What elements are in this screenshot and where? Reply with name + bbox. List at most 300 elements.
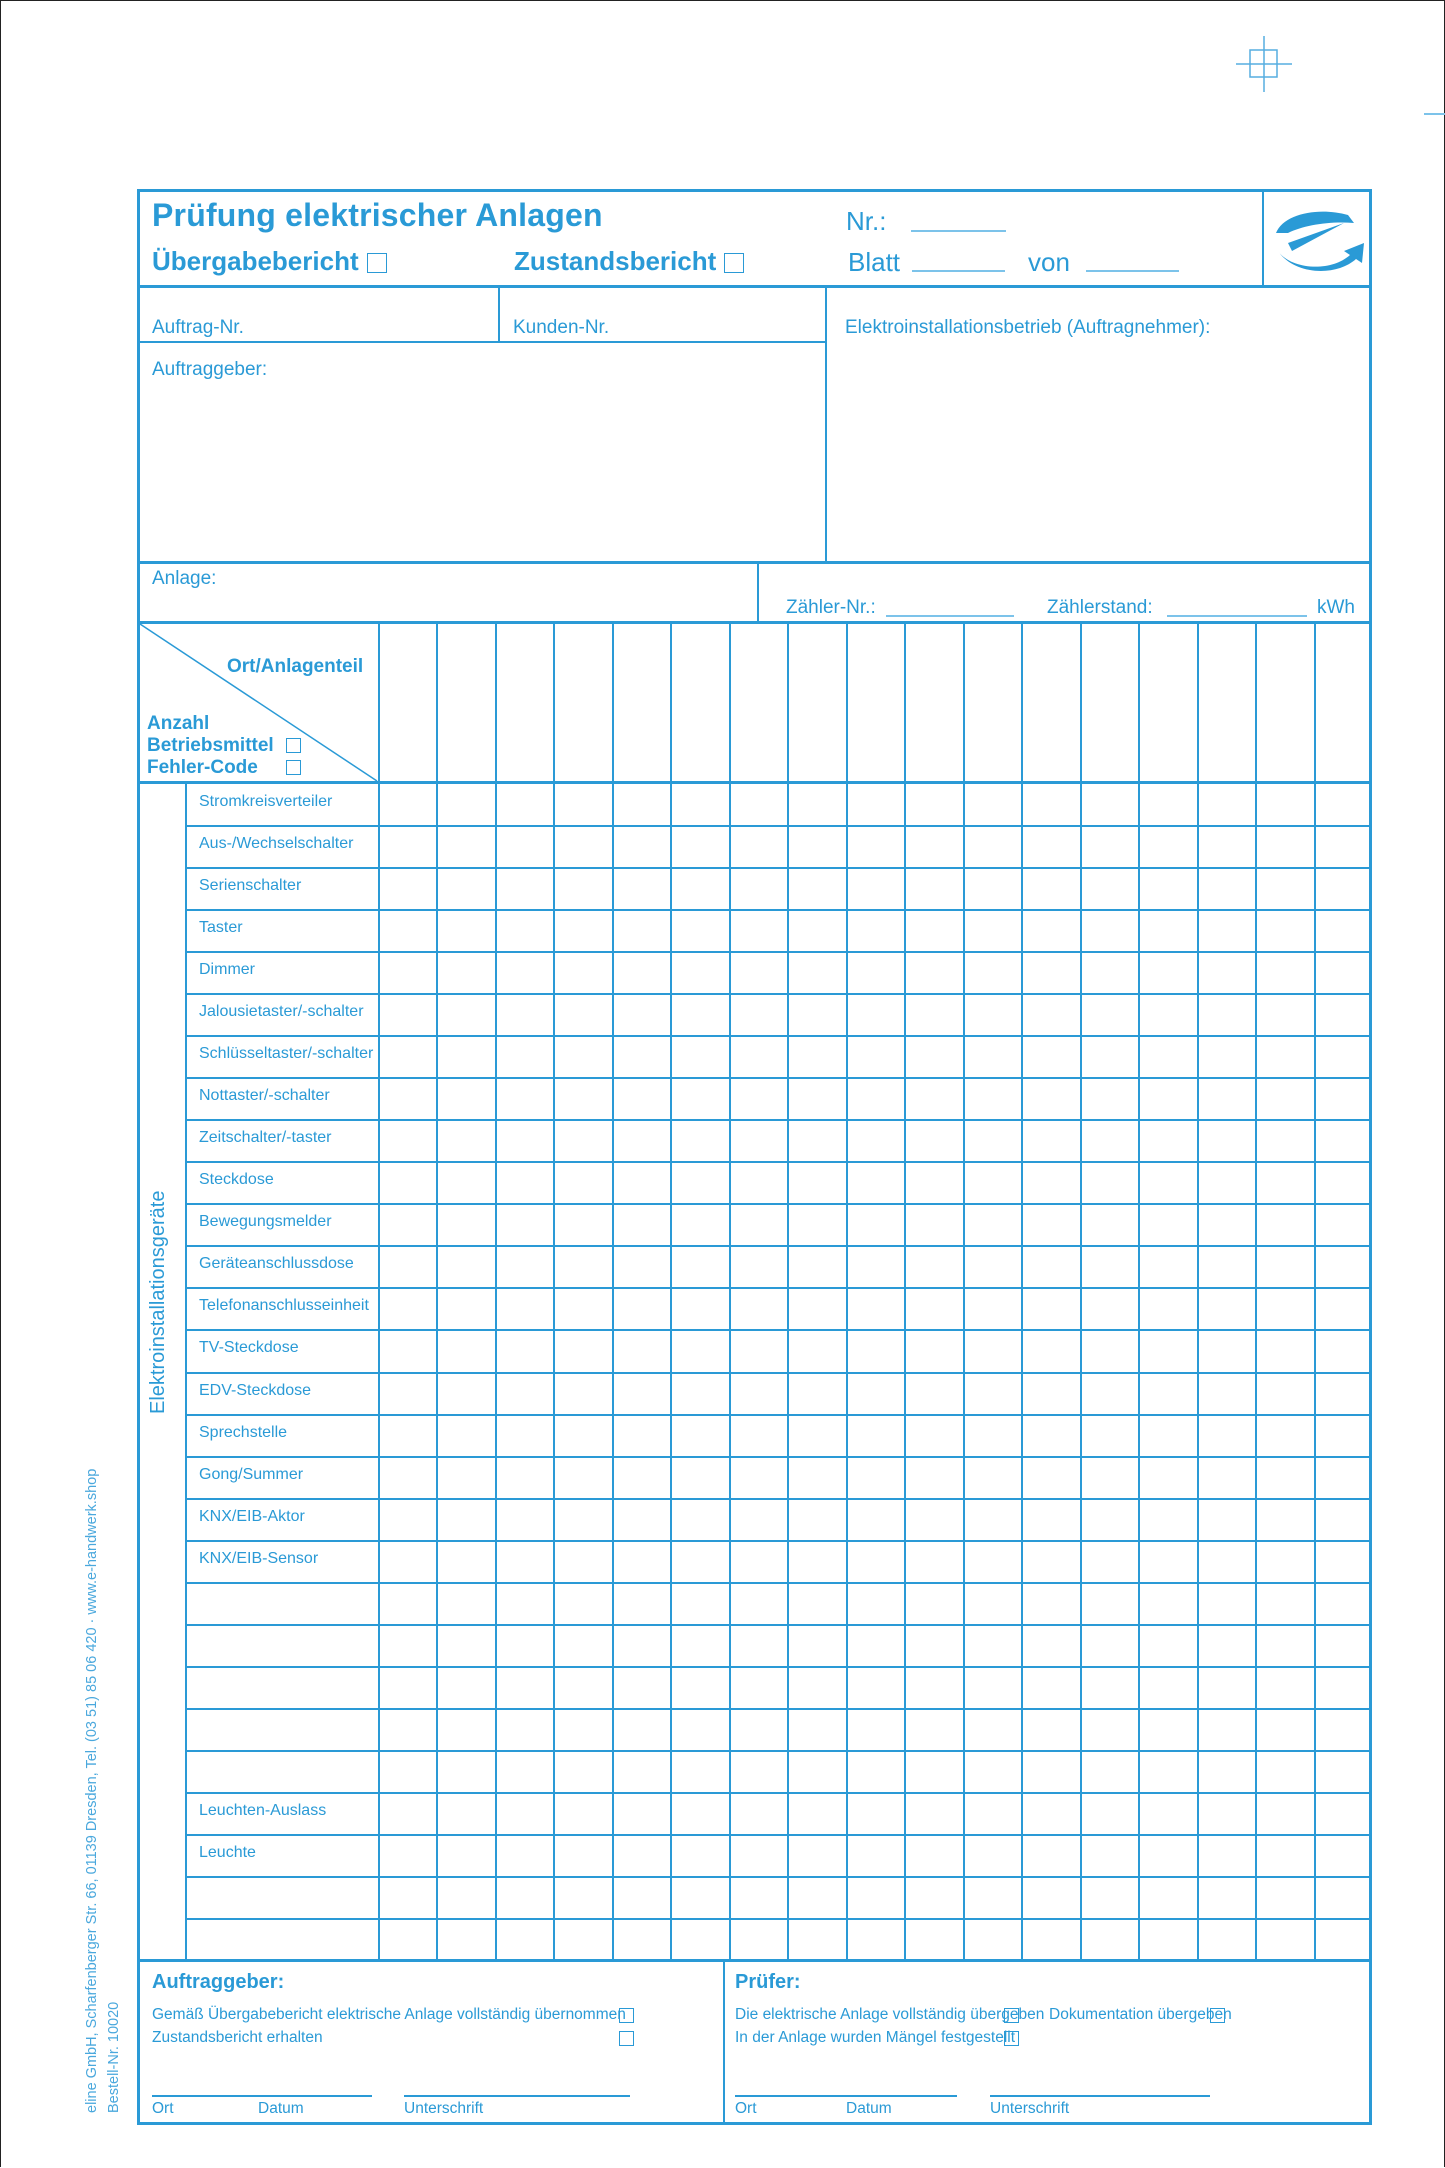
table-cell[interactable]	[1257, 995, 1311, 1033]
table-cell[interactable]	[731, 1794, 785, 1832]
table-cell[interactable]	[1257, 1836, 1311, 1874]
table-cell[interactable]	[906, 1668, 960, 1706]
table-cell[interactable]	[497, 1626, 551, 1664]
table-cell[interactable]	[614, 995, 668, 1033]
table-cell[interactable]	[438, 1416, 492, 1454]
table-cell[interactable]	[497, 1163, 551, 1201]
table-cell[interactable]	[555, 953, 609, 991]
table-cell[interactable]	[1140, 1542, 1194, 1580]
table-cell[interactable]	[1257, 1121, 1311, 1159]
table-cell[interactable]	[731, 1836, 785, 1874]
table-cell[interactable]	[555, 1836, 609, 1874]
table-cell[interactable]	[672, 1121, 726, 1159]
table-cell[interactable]	[1140, 1878, 1194, 1916]
table-cell[interactable]	[438, 995, 492, 1033]
table-cell[interactable]	[614, 1668, 668, 1706]
table-cell[interactable]	[906, 1458, 960, 1496]
table-cell[interactable]	[438, 1500, 492, 1538]
table-cell[interactable]	[906, 1752, 960, 1790]
table-cell[interactable]	[497, 1079, 551, 1117]
table-cell[interactable]	[380, 869, 434, 907]
column-header-cell[interactable]	[1082, 624, 1136, 779]
table-cell[interactable]	[614, 1752, 668, 1790]
table-cell[interactable]	[555, 1416, 609, 1454]
table-cell[interactable]	[731, 1584, 785, 1622]
table-cell[interactable]	[789, 785, 843, 823]
table-cell[interactable]	[1023, 1374, 1077, 1412]
table-cell[interactable]	[965, 1752, 1019, 1790]
table-cell[interactable]	[438, 827, 492, 865]
table-cell[interactable]	[672, 1542, 726, 1580]
table-cell[interactable]	[380, 995, 434, 1033]
table-cell[interactable]	[906, 1079, 960, 1117]
table-cell[interactable]	[672, 1205, 726, 1243]
table-cell[interactable]	[1082, 785, 1136, 823]
table-cell[interactable]	[614, 953, 668, 991]
table-cell[interactable]	[731, 1205, 785, 1243]
table-cell[interactable]	[906, 1710, 960, 1748]
column-header-cell[interactable]	[731, 624, 785, 779]
table-cell[interactable]	[906, 827, 960, 865]
table-cell[interactable]	[965, 1878, 1019, 1916]
inspector-ort-datum-line[interactable]	[735, 2095, 957, 2097]
table-cell[interactable]	[731, 1289, 785, 1327]
table-cell[interactable]	[1140, 1163, 1194, 1201]
table-cell[interactable]	[906, 1247, 960, 1285]
client-signature-line[interactable]	[404, 2095, 630, 2097]
table-cell[interactable]	[848, 1416, 902, 1454]
table-cell[interactable]	[672, 1668, 726, 1706]
table-cell[interactable]	[614, 1584, 668, 1622]
table-cell[interactable]	[438, 1037, 492, 1075]
table-cell[interactable]	[1199, 1542, 1253, 1580]
table-cell[interactable]	[731, 1500, 785, 1538]
table-cell[interactable]	[731, 1710, 785, 1748]
table-cell[interactable]	[1082, 1878, 1136, 1916]
table-cell[interactable]	[614, 1500, 668, 1538]
table-cell[interactable]	[1257, 1584, 1311, 1622]
table-cell[interactable]	[906, 1836, 960, 1874]
inspector-maengel-checkbox[interactable]	[1004, 2031, 1019, 2046]
table-cell[interactable]	[789, 1458, 843, 1496]
table-cell[interactable]	[555, 1500, 609, 1538]
column-header-cell[interactable]	[614, 624, 668, 779]
table-cell[interactable]	[965, 1121, 1019, 1159]
table-cell[interactable]	[380, 1037, 434, 1075]
table-cell[interactable]	[1140, 1037, 1194, 1075]
table-cell[interactable]	[1082, 1416, 1136, 1454]
table-cell[interactable]	[906, 1121, 960, 1159]
table-cell[interactable]	[1257, 1163, 1311, 1201]
table-cell[interactable]	[497, 1584, 551, 1622]
table-cell[interactable]	[497, 1374, 551, 1412]
table-cell[interactable]	[1023, 1205, 1077, 1243]
table-cell[interactable]	[497, 1289, 551, 1327]
table-cell[interactable]	[731, 869, 785, 907]
table-cell[interactable]	[1199, 1121, 1253, 1159]
table-cell[interactable]	[1082, 1037, 1136, 1075]
table-cell[interactable]	[1199, 1374, 1253, 1412]
table-cell[interactable]	[789, 953, 843, 991]
table-cell[interactable]	[555, 1668, 609, 1706]
table-cell[interactable]	[1257, 1878, 1311, 1916]
table-cell[interactable]	[1316, 1289, 1370, 1327]
table-cell[interactable]	[1082, 1500, 1136, 1538]
table-cell[interactable]	[1023, 827, 1077, 865]
table-cell[interactable]	[555, 1374, 609, 1412]
table-cell[interactable]	[965, 1626, 1019, 1664]
table-cell[interactable]	[1199, 827, 1253, 865]
table-cell[interactable]	[614, 1205, 668, 1243]
table-cell[interactable]	[731, 1668, 785, 1706]
table-cell[interactable]	[1140, 1836, 1194, 1874]
table-cell[interactable]	[1316, 1710, 1370, 1748]
table-cell[interactable]	[1082, 1289, 1136, 1327]
table-cell[interactable]	[672, 1458, 726, 1496]
table-cell[interactable]	[1082, 1542, 1136, 1580]
table-cell[interactable]	[1023, 1626, 1077, 1664]
table-cell[interactable]	[380, 1794, 434, 1832]
table-cell[interactable]	[380, 1416, 434, 1454]
table-cell[interactable]	[1316, 1794, 1370, 1832]
table-cell[interactable]	[965, 1374, 1019, 1412]
table-cell[interactable]	[438, 1247, 492, 1285]
table-cell[interactable]	[1316, 1205, 1370, 1243]
table-cell[interactable]	[731, 827, 785, 865]
table-cell[interactable]	[1140, 1626, 1194, 1664]
table-cell[interactable]	[848, 827, 902, 865]
table-cell[interactable]	[1140, 1247, 1194, 1285]
table-cell[interactable]	[1023, 1710, 1077, 1748]
table-cell[interactable]	[965, 953, 1019, 991]
table-cell[interactable]	[1140, 1794, 1194, 1832]
table-cell[interactable]	[672, 1247, 726, 1285]
table-cell[interactable]	[614, 1374, 668, 1412]
table-cell[interactable]	[1316, 1920, 1370, 1958]
table-cell[interactable]	[789, 1836, 843, 1874]
table-cell[interactable]	[438, 1668, 492, 1706]
table-cell[interactable]	[438, 1794, 492, 1832]
table-cell[interactable]	[1140, 1416, 1194, 1454]
table-cell[interactable]	[1082, 995, 1136, 1033]
table-cell[interactable]	[789, 1878, 843, 1916]
table-cell[interactable]	[614, 1163, 668, 1201]
table-cell[interactable]	[1140, 1205, 1194, 1243]
table-cell[interactable]	[1316, 953, 1370, 991]
table-cell[interactable]	[672, 1752, 726, 1790]
table-cell[interactable]	[848, 785, 902, 823]
table-cell[interactable]	[1316, 1121, 1370, 1159]
table-cell[interactable]	[1316, 1163, 1370, 1201]
table-cell[interactable]	[1316, 827, 1370, 865]
table-cell[interactable]	[438, 1331, 492, 1369]
table-cell[interactable]	[380, 1289, 434, 1327]
table-cell[interactable]	[731, 995, 785, 1033]
table-cell[interactable]	[1023, 1331, 1077, 1369]
column-header-cell[interactable]	[555, 624, 609, 779]
table-cell[interactable]	[848, 1668, 902, 1706]
table-cell[interactable]	[380, 1205, 434, 1243]
table-cell[interactable]	[1257, 869, 1311, 907]
column-header-cell[interactable]	[1199, 624, 1253, 779]
table-cell[interactable]	[1140, 953, 1194, 991]
table-cell[interactable]	[672, 1836, 726, 1874]
table-cell[interactable]	[1199, 1416, 1253, 1454]
table-cell[interactable]	[672, 1500, 726, 1538]
table-cell[interactable]	[497, 1920, 551, 1958]
table-cell[interactable]	[965, 1668, 1019, 1706]
table-cell[interactable]	[906, 995, 960, 1033]
table-cell[interactable]	[731, 1878, 785, 1916]
table-cell[interactable]	[789, 995, 843, 1033]
table-cell[interactable]	[906, 911, 960, 949]
table-cell[interactable]	[614, 1037, 668, 1075]
table-cell[interactable]	[497, 953, 551, 991]
table-cell[interactable]	[1316, 1458, 1370, 1496]
table-cell[interactable]	[965, 911, 1019, 949]
table-cell[interactable]	[1199, 1920, 1253, 1958]
table-cell[interactable]	[672, 1374, 726, 1412]
table-cell[interactable]	[497, 827, 551, 865]
table-cell[interactable]	[965, 785, 1019, 823]
table-cell[interactable]	[672, 1331, 726, 1369]
table-cell[interactable]	[497, 1247, 551, 1285]
table-cell[interactable]	[1023, 1836, 1077, 1874]
table-cell[interactable]	[1140, 1121, 1194, 1159]
table-cell[interactable]	[380, 785, 434, 823]
table-cell[interactable]	[1082, 827, 1136, 865]
table-cell[interactable]	[1082, 1584, 1136, 1622]
table-cell[interactable]	[731, 1163, 785, 1201]
table-cell[interactable]	[731, 1626, 785, 1664]
table-cell[interactable]	[380, 1542, 434, 1580]
table-cell[interactable]	[672, 1584, 726, 1622]
table-cell[interactable]	[1199, 1500, 1253, 1538]
table-cell[interactable]	[1023, 1163, 1077, 1201]
table-cell[interactable]	[731, 1458, 785, 1496]
table-cell[interactable]	[497, 995, 551, 1033]
table-cell[interactable]	[848, 1836, 902, 1874]
table-cell[interactable]	[1140, 1289, 1194, 1327]
table-cell[interactable]	[438, 1626, 492, 1664]
table-cell[interactable]	[497, 1710, 551, 1748]
table-cell[interactable]	[614, 827, 668, 865]
table-cell[interactable]	[380, 1121, 434, 1159]
table-cell[interactable]	[672, 785, 726, 823]
table-cell[interactable]	[1199, 1458, 1253, 1496]
table-cell[interactable]	[906, 1542, 960, 1580]
table-cell[interactable]	[848, 1626, 902, 1664]
table-cell[interactable]	[438, 1836, 492, 1874]
table-cell[interactable]	[789, 1710, 843, 1748]
table-cell[interactable]	[1199, 869, 1253, 907]
table-cell[interactable]	[1199, 1794, 1253, 1832]
table-cell[interactable]	[1023, 1878, 1077, 1916]
table-cell[interactable]	[789, 1920, 843, 1958]
table-cell[interactable]	[380, 1079, 434, 1117]
table-cell[interactable]	[497, 1331, 551, 1369]
table-cell[interactable]	[380, 1374, 434, 1412]
table-cell[interactable]	[965, 1416, 1019, 1454]
table-cell[interactable]	[1316, 995, 1370, 1033]
table-cell[interactable]	[848, 1584, 902, 1622]
table-cell[interactable]	[789, 827, 843, 865]
table-cell[interactable]	[497, 1836, 551, 1874]
table-cell[interactable]	[497, 1542, 551, 1580]
table-cell[interactable]	[1257, 785, 1311, 823]
table-cell[interactable]	[438, 1710, 492, 1748]
table-cell[interactable]	[1199, 1878, 1253, 1916]
table-cell[interactable]	[1199, 995, 1253, 1033]
table-cell[interactable]	[789, 1626, 843, 1664]
table-cell[interactable]	[1023, 995, 1077, 1033]
table-cell[interactable]	[555, 1121, 609, 1159]
table-cell[interactable]	[848, 1500, 902, 1538]
table-cell[interactable]	[438, 1752, 492, 1790]
table-cell[interactable]	[906, 1794, 960, 1832]
table-cell[interactable]	[789, 1668, 843, 1706]
table-cell[interactable]	[1199, 1289, 1253, 1327]
table-cell[interactable]	[1316, 1878, 1370, 1916]
table-cell[interactable]	[1316, 1626, 1370, 1664]
table-cell[interactable]	[1257, 1794, 1311, 1832]
table-cell[interactable]	[380, 1500, 434, 1538]
table-cell[interactable]	[1082, 1121, 1136, 1159]
column-header-cell[interactable]	[1140, 624, 1194, 779]
column-header-cell[interactable]	[497, 624, 551, 779]
table-cell[interactable]	[906, 1878, 960, 1916]
table-cell[interactable]	[1316, 1037, 1370, 1075]
table-cell[interactable]	[848, 1037, 902, 1075]
table-cell[interactable]	[1199, 1163, 1253, 1201]
table-cell[interactable]	[1199, 1037, 1253, 1075]
table-cell[interactable]	[1257, 1374, 1311, 1412]
table-cell[interactable]	[380, 1163, 434, 1201]
table-cell[interactable]	[497, 1121, 551, 1159]
table-cell[interactable]	[438, 1584, 492, 1622]
column-header-cell[interactable]	[380, 624, 434, 779]
table-cell[interactable]	[672, 1416, 726, 1454]
table-cell[interactable]	[965, 1584, 1019, 1622]
table-cell[interactable]	[614, 1794, 668, 1832]
table-cell[interactable]	[848, 1458, 902, 1496]
table-cell[interactable]	[906, 1920, 960, 1958]
table-cell[interactable]	[1257, 1710, 1311, 1748]
table-cell[interactable]	[555, 1584, 609, 1622]
table-cell[interactable]	[1140, 1500, 1194, 1538]
table-cell[interactable]	[848, 1374, 902, 1412]
table-cell[interactable]	[1316, 785, 1370, 823]
table-cell[interactable]	[1257, 1542, 1311, 1580]
table-cell[interactable]	[1082, 869, 1136, 907]
table-cell[interactable]	[1257, 1247, 1311, 1285]
table-cell[interactable]	[497, 1668, 551, 1706]
table-cell[interactable]	[1140, 1584, 1194, 1622]
table-cell[interactable]	[789, 1247, 843, 1285]
table-cell[interactable]	[1316, 1374, 1370, 1412]
table-cell[interactable]	[1140, 1079, 1194, 1117]
table-cell[interactable]	[555, 1289, 609, 1327]
table-cell[interactable]	[497, 1205, 551, 1243]
table-cell[interactable]	[789, 1037, 843, 1075]
table-cell[interactable]	[789, 1794, 843, 1832]
table-cell[interactable]	[789, 1205, 843, 1243]
client-ort-datum-line[interactable]	[152, 2095, 372, 2097]
table-cell[interactable]	[614, 785, 668, 823]
table-cell[interactable]	[438, 1205, 492, 1243]
table-cell[interactable]	[789, 911, 843, 949]
table-cell[interactable]	[555, 1458, 609, 1496]
table-cell[interactable]	[1140, 911, 1194, 949]
table-cell[interactable]	[848, 1121, 902, 1159]
table-cell[interactable]	[1199, 1331, 1253, 1369]
table-cell[interactable]	[1257, 1920, 1311, 1958]
table-cell[interactable]	[438, 1458, 492, 1496]
table-cell[interactable]	[1082, 911, 1136, 949]
table-cell[interactable]	[438, 953, 492, 991]
table-cell[interactable]	[1082, 1626, 1136, 1664]
table-cell[interactable]	[1257, 1668, 1311, 1706]
table-cell[interactable]	[1257, 953, 1311, 991]
table-cell[interactable]	[614, 1626, 668, 1664]
table-cell[interactable]	[497, 869, 551, 907]
table-cell[interactable]	[1257, 1289, 1311, 1327]
table-cell[interactable]	[1140, 1458, 1194, 1496]
table-cell[interactable]	[848, 953, 902, 991]
table-cell[interactable]	[614, 1416, 668, 1454]
table-cell[interactable]	[789, 1416, 843, 1454]
table-cell[interactable]	[1316, 1752, 1370, 1790]
table-cell[interactable]	[965, 1247, 1019, 1285]
table-cell[interactable]	[497, 785, 551, 823]
table-cell[interactable]	[789, 1289, 843, 1327]
table-cell[interactable]	[731, 1416, 785, 1454]
table-cell[interactable]	[614, 911, 668, 949]
table-cell[interactable]	[1023, 1668, 1077, 1706]
table-cell[interactable]	[1023, 1458, 1077, 1496]
table-cell[interactable]	[906, 869, 960, 907]
table-cell[interactable]	[1023, 1794, 1077, 1832]
table-cell[interactable]	[848, 1331, 902, 1369]
table-cell[interactable]	[380, 827, 434, 865]
table-cell[interactable]	[438, 1542, 492, 1580]
table-cell[interactable]	[555, 1752, 609, 1790]
table-cell[interactable]	[848, 1079, 902, 1117]
table-cell[interactable]	[1023, 1121, 1077, 1159]
table-cell[interactable]	[614, 1121, 668, 1159]
table-cell[interactable]	[438, 1289, 492, 1327]
table-cell[interactable]	[614, 1836, 668, 1874]
table-cell[interactable]	[1316, 1079, 1370, 1117]
table-cell[interactable]	[1257, 1458, 1311, 1496]
table-cell[interactable]	[555, 1205, 609, 1243]
table-cell[interactable]	[1257, 1037, 1311, 1075]
table-cell[interactable]	[497, 1416, 551, 1454]
table-cell[interactable]	[789, 869, 843, 907]
table-cell[interactable]	[965, 1331, 1019, 1369]
table-cell[interactable]	[380, 1458, 434, 1496]
table-cell[interactable]	[380, 953, 434, 991]
table-cell[interactable]	[848, 1920, 902, 1958]
table-cell[interactable]	[672, 1626, 726, 1664]
table-cell[interactable]	[1140, 785, 1194, 823]
table-cell[interactable]	[1140, 995, 1194, 1033]
table-cell[interactable]	[1023, 911, 1077, 949]
table-cell[interactable]	[1140, 1710, 1194, 1748]
table-cell[interactable]	[965, 1037, 1019, 1075]
table-cell[interactable]	[1140, 1374, 1194, 1412]
table-cell[interactable]	[614, 1458, 668, 1496]
